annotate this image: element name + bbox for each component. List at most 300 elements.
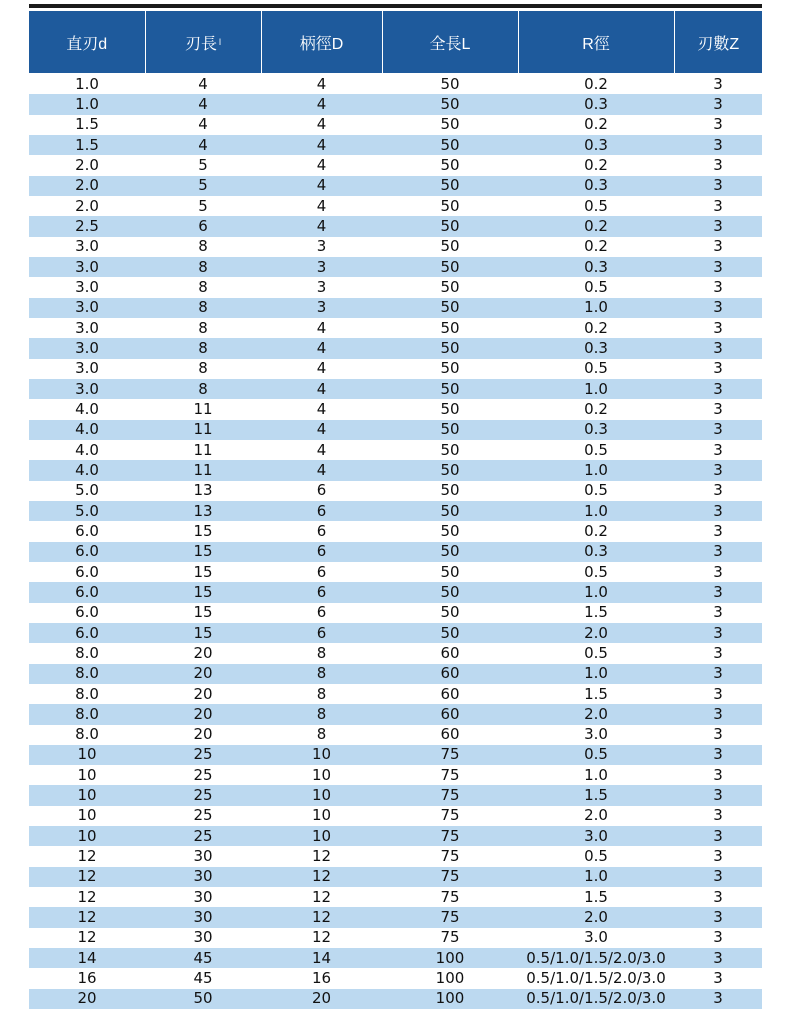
table-row	[29, 298, 762, 318]
cell-corner-radius: 3.0	[584, 725, 608, 744]
cell-overall-length: 50	[382, 582, 518, 602]
cell-diameter: 6.0	[75, 562, 99, 581]
cell-flute-length: 11	[193, 399, 213, 418]
table-row	[29, 481, 762, 501]
cell-flute-length: 8	[145, 338, 261, 358]
cell-diameter: 10	[77, 806, 97, 825]
table-row	[29, 846, 762, 866]
cell-diameter: 1.5	[75, 115, 99, 134]
cell-overall-length: 50	[382, 542, 518, 562]
cell-diameter: 6.0	[29, 623, 145, 643]
cell-flute-count: 3	[674, 785, 762, 805]
cell-flute-length: 30	[145, 907, 261, 927]
cell-corner-radius: 1.5	[584, 887, 608, 906]
table-row	[29, 582, 762, 602]
cell-overall-length: 60	[440, 684, 460, 703]
cell-corner-radius: 1.0	[518, 501, 674, 521]
cell-flute-count: 3	[713, 806, 723, 825]
cell-flute-length: 4	[145, 135, 261, 155]
cell-corner-radius: 0.5	[584, 847, 608, 866]
cell-corner-radius: 1.0	[584, 765, 608, 784]
cell-flute-length: 5	[145, 176, 261, 196]
cell-shank-diameter: 4	[316, 74, 327, 93]
table-body	[29, 73, 762, 1009]
cell-corner-radius: 1.0	[518, 379, 674, 399]
cell-diameter: 6.0	[29, 542, 145, 562]
cell-diameter: 3.0	[29, 257, 145, 277]
cell-shank-diameter: 4	[261, 94, 382, 114]
cell-diameter: 4.0	[75, 440, 99, 459]
cell-overall-length: 50	[382, 94, 518, 114]
cell-corner-radius: 0.2	[584, 74, 608, 93]
cell-diameter: 5.0	[29, 501, 145, 521]
cell-corner-radius: 0.3	[518, 94, 674, 114]
cell-shank-diameter: 16	[311, 969, 332, 988]
cell-flute-count: 3	[713, 277, 723, 296]
cell-flute-length: 15	[193, 603, 213, 622]
cell-shank-diameter: 4	[261, 216, 382, 236]
cell-flute-length: 25	[193, 765, 213, 784]
cell-flute-count: 3	[674, 460, 762, 480]
cell-corner-radius: 0.3	[518, 176, 674, 196]
cell-shank-diameter: 12	[311, 887, 332, 906]
cell-diameter: 1.5	[29, 135, 145, 155]
header-shank-diameter: 柄徑D	[261, 11, 382, 73]
cell-corner-radius: 0.5	[584, 196, 608, 215]
cell-overall-length: 50	[440, 155, 460, 174]
table-row	[29, 501, 762, 521]
cell-flute-count: 3	[713, 196, 723, 215]
cell-shank-diameter: 6	[316, 521, 327, 540]
cell-corner-radius: 0.3	[518, 420, 674, 440]
cell-shank-diameter: 4	[261, 379, 382, 399]
cell-flute-length: 5	[198, 196, 208, 215]
table-row	[29, 907, 762, 927]
table-row	[29, 968, 762, 988]
header-flute-count: 刃數Z	[674, 11, 762, 73]
cell-shank-diameter: 10	[261, 745, 382, 765]
table-row	[29, 399, 762, 419]
cell-flute-length: 15	[193, 562, 213, 581]
cell-overall-length: 50	[440, 318, 460, 337]
cell-flute-length: 30	[193, 847, 213, 866]
cell-flute-count: 3	[674, 867, 762, 887]
cell-overall-length: 50	[382, 338, 518, 358]
cell-corner-radius: 0.5	[584, 440, 608, 459]
cell-flute-length: 8	[145, 257, 261, 277]
cell-shank-diameter: 6	[261, 542, 382, 562]
cell-corner-radius: 1.0	[518, 298, 674, 318]
cell-flute-length: 15	[145, 623, 261, 643]
cell-diameter: 10	[29, 826, 145, 846]
header-corner-radius: R徑	[518, 11, 674, 73]
header-overall-length: 全長L	[382, 11, 518, 73]
table-row	[29, 684, 762, 704]
cell-corner-radius: 1.0	[518, 664, 674, 684]
cell-shank-diameter: 12	[311, 928, 332, 947]
cell-diameter: 10	[29, 785, 145, 805]
cell-corner-radius: 0.2	[584, 318, 608, 337]
table-row	[29, 765, 762, 785]
cell-corner-radius: 0.3	[518, 257, 674, 277]
cell-flute-length: 20	[193, 725, 213, 744]
cell-shank-diameter: 8	[316, 643, 327, 662]
cell-corner-radius: 0.3	[518, 542, 674, 562]
cell-flute-length: 30	[193, 887, 213, 906]
cell-flute-count: 3	[674, 542, 762, 562]
cell-shank-diameter: 6	[261, 582, 382, 602]
cell-shank-diameter: 4	[261, 338, 382, 358]
cell-overall-length: 50	[382, 216, 518, 236]
cell-flute-count: 3	[713, 928, 723, 947]
table-row	[29, 338, 762, 358]
cell-overall-length: 60	[382, 664, 518, 684]
cell-flute-count: 3	[674, 948, 762, 968]
cell-flute-length: 45	[193, 969, 213, 988]
cell-diameter: 5.0	[75, 481, 99, 500]
cell-shank-diameter: 8	[316, 684, 327, 703]
cell-corner-radius: 2.0	[518, 623, 674, 643]
cell-corner-radius: 0.5/1.0/1.5/2.0/3.0	[518, 989, 674, 1009]
cell-shank-diameter: 4	[316, 440, 327, 459]
cell-overall-length: 60	[440, 643, 460, 662]
cell-corner-radius: 1.5	[518, 785, 674, 805]
cell-flute-count: 3	[674, 989, 762, 1009]
cell-shank-diameter: 4	[316, 318, 327, 337]
cell-overall-length: 50	[382, 257, 518, 277]
table-row	[29, 867, 762, 887]
cell-shank-diameter: 8	[261, 664, 382, 684]
table-row	[29, 216, 762, 236]
cell-flute-length: 45	[145, 948, 261, 968]
cell-flute-length: 20	[193, 643, 213, 662]
cell-shank-diameter: 3	[316, 277, 327, 296]
cell-flute-count: 3	[713, 725, 723, 744]
cell-flute-count: 3	[713, 74, 723, 93]
cell-overall-length: 75	[440, 928, 460, 947]
cell-shank-diameter: 14	[261, 948, 382, 968]
cell-overall-length: 50	[440, 237, 460, 256]
cell-shank-diameter: 6	[261, 501, 382, 521]
table-row	[29, 318, 762, 338]
table-row	[29, 379, 762, 399]
cell-corner-radius: 0.5	[584, 643, 608, 662]
cell-shank-diameter: 8	[316, 725, 327, 744]
cell-diameter: 20	[29, 989, 145, 1009]
cell-diameter: 2.5	[29, 216, 145, 236]
cell-overall-length: 50	[382, 135, 518, 155]
cell-shank-diameter: 12	[261, 907, 382, 927]
cell-overall-length: 50	[440, 603, 460, 622]
table-row	[29, 359, 762, 379]
cell-overall-length: 75	[440, 765, 460, 784]
cell-corner-radius: 1.5	[584, 684, 608, 703]
cell-shank-diameter: 10	[261, 785, 382, 805]
cell-flute-count: 3	[713, 440, 723, 459]
table-row	[29, 542, 762, 562]
table-row	[29, 664, 762, 684]
cell-shank-diameter: 12	[311, 847, 332, 866]
table-row	[29, 440, 762, 460]
table-row	[29, 989, 762, 1009]
cell-diameter: 1.0	[75, 74, 99, 93]
cell-flute-count: 3	[674, 257, 762, 277]
cell-flute-length: 25	[145, 826, 261, 846]
cell-overall-length: 60	[382, 704, 518, 724]
cell-flute-count: 3	[713, 521, 723, 540]
cell-flute-count: 3	[713, 359, 723, 378]
cell-flute-length: 4	[198, 115, 208, 134]
cell-overall-length: 50	[382, 379, 518, 399]
table-row	[29, 623, 762, 643]
cell-flute-count: 3	[674, 745, 762, 765]
cell-corner-radius: 0.2	[584, 155, 608, 174]
cell-shank-diameter: 6	[316, 562, 327, 581]
cell-diameter: 10	[29, 745, 145, 765]
cell-diameter: 3.0	[29, 298, 145, 318]
cell-overall-length: 75	[440, 847, 460, 866]
cell-flute-length: 20	[145, 664, 261, 684]
cell-diameter: 8.0	[75, 643, 99, 662]
cell-flute-length: 8	[198, 318, 208, 337]
cell-flute-length: 50	[145, 989, 261, 1009]
cell-overall-length: 50	[382, 460, 518, 480]
cell-shank-diameter: 6	[316, 603, 327, 622]
spec-table	[29, 11, 762, 1009]
cell-flute-length: 15	[193, 521, 213, 540]
cell-flute-length: 25	[145, 785, 261, 805]
cell-flute-count: 3	[713, 562, 723, 581]
cell-flute-length: 6	[145, 216, 261, 236]
cell-flute-length: 30	[145, 867, 261, 887]
cell-shank-diameter: 10	[311, 806, 332, 825]
cell-diameter: 10	[77, 765, 97, 784]
cell-flute-count: 3	[674, 826, 762, 846]
table-row	[29, 420, 762, 440]
cell-overall-length: 50	[440, 481, 460, 500]
cell-flute-count: 3	[713, 481, 723, 500]
cell-diameter: 3.0	[29, 338, 145, 358]
cell-overall-length: 50	[382, 501, 518, 521]
cell-flute-length: 30	[193, 928, 213, 947]
cell-flute-length: 4	[145, 94, 261, 114]
top-rule	[29, 4, 762, 8]
table-row	[29, 115, 762, 135]
table-row	[29, 460, 762, 480]
cell-corner-radius: 3.0	[584, 928, 608, 947]
cell-overall-length: 50	[440, 196, 460, 215]
cell-overall-length: 75	[382, 907, 518, 927]
header-row	[29, 11, 762, 73]
cell-corner-radius: 0.5	[584, 359, 608, 378]
table-row	[29, 257, 762, 277]
cell-flute-length: 8	[145, 298, 261, 318]
cell-flute-count: 3	[713, 399, 723, 418]
table-row	[29, 704, 762, 724]
cell-diameter: 6.0	[75, 603, 99, 622]
cell-overall-length: 75	[382, 867, 518, 887]
cell-overall-length: 50	[440, 399, 460, 418]
cell-shank-diameter: 4	[316, 196, 327, 215]
cell-flute-count: 3	[674, 623, 762, 643]
cell-corner-radius: 2.0	[518, 907, 674, 927]
table-row	[29, 176, 762, 196]
cell-overall-length: 75	[382, 785, 518, 805]
cell-overall-length: 50	[382, 176, 518, 196]
cell-flute-count: 3	[713, 115, 723, 134]
cell-shank-diameter: 12	[261, 867, 382, 887]
table-row	[29, 745, 762, 765]
cell-flute-count: 3	[674, 176, 762, 196]
cell-diameter: 8.0	[29, 664, 145, 684]
cell-corner-radius: 2.0	[584, 806, 608, 825]
cell-overall-length: 50	[440, 562, 460, 581]
cell-shank-diameter: 6	[261, 623, 382, 643]
cell-flute-count: 3	[674, 298, 762, 318]
cell-corner-radius: 0.2	[584, 115, 608, 134]
cell-diameter: 4.0	[75, 399, 99, 418]
cell-diameter: 8.0	[29, 704, 145, 724]
cell-diameter: 12	[29, 907, 145, 927]
cell-shank-diameter: 4	[261, 176, 382, 196]
cell-shank-diameter: 4	[316, 399, 327, 418]
table-row	[29, 155, 762, 175]
table-row	[29, 643, 762, 663]
cell-shank-diameter: 4	[316, 115, 327, 134]
cell-corner-radius: 0.3	[518, 338, 674, 358]
cell-corner-radius: 0.2	[584, 521, 608, 540]
cell-flute-length: 20	[145, 704, 261, 724]
cell-corner-radius: 0.2	[584, 399, 608, 418]
cell-flute-length: 8	[145, 379, 261, 399]
cell-corner-radius: 0.5	[584, 481, 608, 500]
cell-flute-length: 11	[193, 440, 213, 459]
cell-overall-length: 75	[440, 806, 460, 825]
cell-flute-count: 3	[674, 135, 762, 155]
table-row	[29, 277, 762, 297]
cell-flute-count: 3	[674, 338, 762, 358]
cell-shank-diameter: 4	[316, 155, 327, 174]
table-row	[29, 603, 762, 623]
cell-flute-length: 25	[145, 745, 261, 765]
cell-diameter: 12	[77, 887, 97, 906]
cell-shank-diameter: 10	[311, 765, 332, 784]
cell-flute-count: 3	[713, 684, 723, 703]
cell-shank-diameter: 3	[261, 257, 382, 277]
cell-diameter: 3.0	[75, 277, 99, 296]
cell-overall-length: 50	[440, 359, 460, 378]
cell-overall-length: 50	[440, 440, 460, 459]
cell-flute-count: 3	[713, 969, 723, 988]
cell-overall-length: 50	[440, 521, 460, 540]
cell-diameter: 3.0	[75, 318, 99, 337]
cell-corner-radius: 1.5	[584, 603, 608, 622]
cell-overall-length: 75	[382, 826, 518, 846]
cell-flute-count: 3	[674, 94, 762, 114]
cell-flute-length: 13	[145, 501, 261, 521]
cell-shank-diameter: 3	[261, 298, 382, 318]
cell-corner-radius: 0.5	[584, 277, 608, 296]
cell-diameter: 12	[29, 867, 145, 887]
cell-diameter: 4.0	[29, 460, 145, 480]
cell-shank-diameter: 3	[316, 237, 327, 256]
cell-diameter: 8.0	[75, 725, 99, 744]
cell-overall-length: 100	[435, 969, 465, 988]
table-row	[29, 73, 762, 94]
cell-corner-radius: 2.0	[518, 704, 674, 724]
cell-corner-radius: 1.0	[518, 867, 674, 887]
cell-shank-diameter: 20	[261, 989, 382, 1009]
cell-corner-radius: 0.5/1.0/1.5/2.0/3.0	[526, 969, 666, 988]
cell-shank-diameter: 4	[261, 135, 382, 155]
cell-overall-length: 50	[440, 277, 460, 296]
table-row	[29, 196, 762, 216]
cell-diameter: 2.0	[29, 176, 145, 196]
cell-diameter: 1.0	[29, 94, 145, 114]
table-row	[29, 135, 762, 155]
table-row	[29, 928, 762, 948]
cell-corner-radius: 0.5/1.0/1.5/2.0/3.0	[518, 948, 674, 968]
cell-flute-length: 5	[198, 155, 208, 174]
cell-overall-length: 100	[382, 989, 518, 1009]
cell-shank-diameter: 4	[261, 460, 382, 480]
cell-overall-length: 50	[440, 74, 460, 93]
header-flute-length: 刃長 $^l$	[145, 11, 261, 73]
cell-corner-radius: 1.0	[518, 582, 674, 602]
cell-flute-count: 3	[713, 155, 723, 174]
cell-diameter: 3.0	[75, 237, 99, 256]
cell-flute-count: 3	[713, 318, 723, 337]
cell-diameter: 3.0	[29, 379, 145, 399]
cell-overall-length: 50	[382, 298, 518, 318]
cell-overall-length: 75	[440, 887, 460, 906]
cell-diameter: 12	[77, 928, 97, 947]
cell-diameter: 3.0	[75, 359, 99, 378]
cell-overall-length: 50	[382, 623, 518, 643]
cell-corner-radius: 3.0	[518, 826, 674, 846]
table-row	[29, 826, 762, 846]
cell-flute-length: 20	[193, 684, 213, 703]
cell-flute-length: 11	[145, 460, 261, 480]
cell-diameter: 2.0	[75, 196, 99, 215]
table-row	[29, 806, 762, 826]
cell-diameter: 6.0	[29, 582, 145, 602]
cell-flute-length: 13	[193, 481, 213, 500]
cell-flute-length: 4	[198, 74, 208, 93]
cell-flute-count: 3	[674, 379, 762, 399]
cell-shank-diameter: 10	[261, 826, 382, 846]
cell-flute-count: 3	[674, 501, 762, 521]
cell-flute-count: 3	[674, 907, 762, 927]
cell-diameter: 4.0	[29, 420, 145, 440]
cell-diameter: 6.0	[75, 521, 99, 540]
cell-corner-radius: 0.5	[518, 745, 674, 765]
cell-diameter: 2.0	[75, 155, 99, 174]
cell-flute-length: 8	[198, 277, 208, 296]
cell-corner-radius: 1.0	[518, 460, 674, 480]
table-row	[29, 785, 762, 805]
cell-flute-length: 15	[145, 582, 261, 602]
cell-flute-count: 3	[713, 765, 723, 784]
cell-corner-radius: 0.2	[518, 216, 674, 236]
cell-overall-length: 100	[382, 948, 518, 968]
cell-overall-length: 60	[440, 725, 460, 744]
cell-flute-length: 15	[145, 542, 261, 562]
table-row	[29, 521, 762, 541]
cell-flute-count: 3	[674, 216, 762, 236]
cell-corner-radius: 0.2	[584, 237, 608, 256]
cell-shank-diameter: 4	[316, 359, 327, 378]
